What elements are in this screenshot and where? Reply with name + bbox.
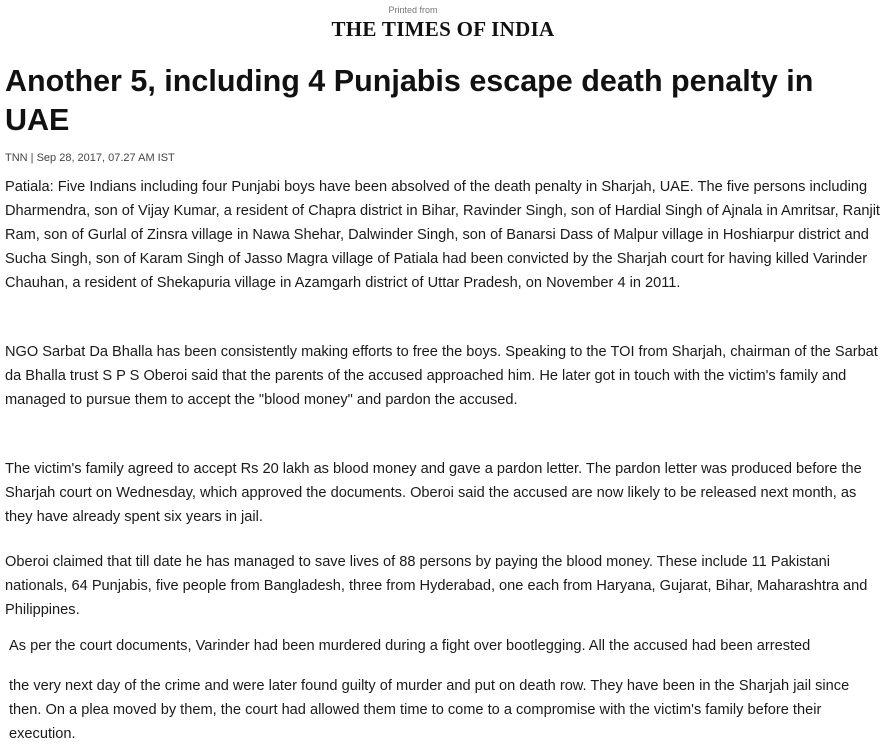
- article-paragraph-6: the very next day of the crime and were later found guilty of murder and put on death row. They have been in the Sharjah jail since then. On a plea moved by them, the court had allowed them time to come to a compromise with the victim's family before their execution.: [9, 678, 850, 742]
- article-paragraph-2: NGO Sarbat Da Bhalla has been consistently making efforts to free the boys. Speaking to the TOI from Sharjah, chairman of the Sarbat da Bhalla trust S P S Oberoi said that the parents of the accused approached him. He later got in touch with the victim's family and managed to pursue them to accept the "blood money" and pardon the accused.: [5, 344, 878, 408]
- article-paragraph-5: As per the court documents, Varinder had been murdered during a fight over bootlegging. All the accused had been arrested: [9, 638, 811, 654]
- article-paragraph-3: The victim's family agreed to accept Rs 20 lakh as blood money and gave a pardon letter. The pardon letter was produced before the Sharjah court on Wednesday, which approved the documents. Oberoi said the accused are now likely to be released next month, as they have already spent six years in jail.: [5, 461, 862, 525]
- masthead: [0, 6, 886, 41]
- article-paragraph-4: Oberoi claimed that till date he has managed to save lives of 88 persons by paying the blood money. These include 11 Pakistani nationals, 64 Punjabis, five people from Bangladesh, three from Hyderabad, one each from Haryana, Gujarat, Bihar, Maharashtra and Philippines.: [5, 554, 868, 618]
- printed-from-label: Printed from: [388, 6, 438, 15]
- article-headline: Another 5, including 4 Punjabis escape death penalty in UAE: [5, 64, 814, 137]
- article-byline: TNN | Sep 28, 2017, 07.27 AM IST: [5, 152, 175, 164]
- article-paragraph-1: Patiala: Five Indians including four Punjabi boys have been absolved of the death penalty in Sharjah, UAE. The five persons including Dharmendra, son of Vijay Kumar, a resident of Chapra district in Bihar, Ravinder Singh, son of Hardial Singh of Ajnala in Amritsar, Ranjit Ram, son of Gurlal of Zinsra village in Nawa Shehar, Dalwinder Singh, son of Banarsi Dass of Malpur village in Hoshiarpur district and Sucha Singh, son of Karam Singh of Jasso Magra village of Patiala had been convicted by the Sharjah court for having killed Varinder Chauhan, a resident of Shekapuria village in Azamgarh district of Uttar Pradesh, on November 4 in 2011.: [5, 179, 880, 291]
- newspaper-logo: THE TIMES OF INDIA: [331, 17, 555, 41]
